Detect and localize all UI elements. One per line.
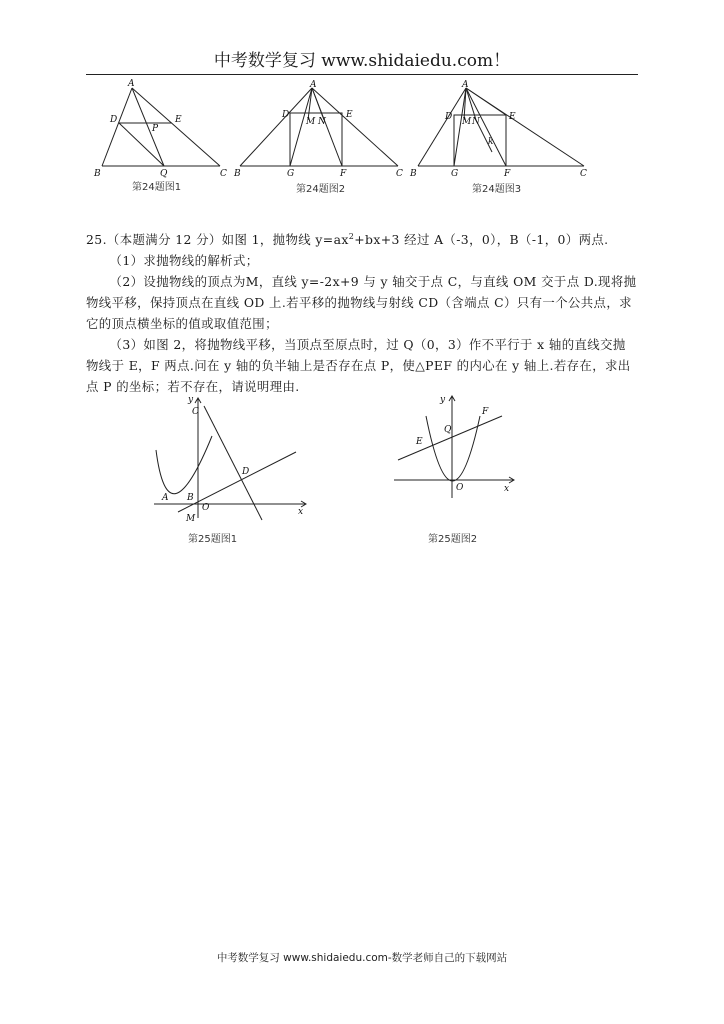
footer-text: 中考数学复习 www.shidaiedu.com-数学老师自己的下载网站 bbox=[216, 952, 508, 964]
figure-25-1-caption: 第25题图1 bbox=[188, 534, 238, 545]
page-header bbox=[86, 50, 638, 75]
problem-25-part1: （1）求抛物线的解析式； bbox=[109, 253, 259, 269]
label-b: B bbox=[410, 169, 417, 179]
figure-24-2-caption: 第24题图2 bbox=[296, 184, 346, 195]
problem-25-part3: （3）如图 2，将抛物线平移，当顶点至原点时，过 Q（0，3）作不平行于 x 轴的直线交抛物线于 E，F 两点.问在 y 轴的负半轴上是否存在点 P，使△PEF 的内心在 y 轴上.若存在，求出点 P 的坐标；若不存在，请说明理由. bbox=[86, 337, 631, 395]
label-e: E bbox=[509, 112, 516, 122]
figure-24-2 bbox=[232, 80, 406, 195]
figure-24-3-caption: 第24题图3 bbox=[472, 184, 522, 195]
label-c: C bbox=[396, 169, 403, 179]
label-m: M bbox=[186, 514, 196, 522]
figure-24-1-drawing bbox=[88, 78, 228, 180]
label-m: M bbox=[462, 117, 472, 127]
label-a: A bbox=[462, 80, 469, 90]
figure-24-2-drawing bbox=[232, 80, 406, 180]
label-e: E bbox=[346, 110, 353, 120]
label-y: y bbox=[440, 395, 446, 405]
label-b: B bbox=[94, 169, 101, 179]
label-y: y bbox=[188, 395, 194, 405]
label-d: D bbox=[445, 112, 453, 122]
label-x: x bbox=[504, 484, 510, 494]
label-m: M bbox=[306, 117, 316, 127]
figure-25-2 bbox=[390, 392, 520, 545]
figure-24-1 bbox=[88, 78, 228, 193]
figure-25-2-drawing bbox=[390, 392, 520, 502]
label-o: O bbox=[202, 503, 210, 513]
label-d: D bbox=[242, 467, 250, 477]
label-b: B bbox=[234, 169, 241, 179]
label-n: N bbox=[472, 117, 480, 127]
label-d: D bbox=[282, 110, 290, 120]
figure-25-1-drawing bbox=[150, 394, 314, 522]
problem-25-part2: （2）设抛物线的顶点为M，直线 y=-2x+9 与 y 轴交于点 C，与直线 OM 交于点 D.现将抛物线平移，保持顶点在直线 OD 上.若平移的抛物线与射线 CD（含端点 C）只有一个公共点，求它的顶点横坐标的值或取值范围； bbox=[86, 274, 637, 332]
label-q: Q bbox=[444, 425, 452, 435]
header-title: 中考数学复习 www.shidaiedu.com！ bbox=[213, 51, 511, 71]
label-k: k bbox=[488, 137, 494, 147]
label-g: G bbox=[451, 169, 459, 179]
figure-25-1 bbox=[150, 394, 314, 545]
label-c: C bbox=[192, 407, 199, 417]
problem-25-intro-a: 25.（本题满分 12 分）如图 1，抛物线 y=ax bbox=[86, 232, 349, 248]
label-f: F bbox=[340, 169, 347, 179]
label-f: F bbox=[482, 407, 489, 417]
figure-24-1-caption: 第24题图1 bbox=[132, 182, 182, 193]
label-a: A bbox=[162, 493, 169, 503]
label-o: O bbox=[456, 483, 464, 493]
label-c: C bbox=[220, 169, 227, 179]
label-g: G bbox=[287, 169, 295, 179]
figure-24-3-drawing bbox=[408, 80, 590, 180]
label-f: F bbox=[504, 169, 511, 179]
figure-24-3 bbox=[408, 80, 590, 195]
label-e: E bbox=[416, 437, 423, 447]
problem-25-intro-sup: 2 bbox=[348, 232, 355, 241]
label-e: E bbox=[175, 115, 182, 125]
label-q: Q bbox=[160, 169, 168, 179]
label-x: x bbox=[298, 507, 304, 517]
label-c: C bbox=[580, 169, 587, 179]
problem-25-intro-b: +bx+3 经过 A（-3，0），B（-1，0）两点. bbox=[354, 232, 609, 248]
problem-25 bbox=[86, 226, 638, 397]
label-a: A bbox=[310, 80, 317, 90]
label-a: A bbox=[128, 79, 135, 89]
label-b: B bbox=[187, 493, 194, 503]
problem-25-intro bbox=[86, 226, 638, 250]
page-footer bbox=[0, 950, 724, 965]
figure-25-2-caption: 第25题图2 bbox=[428, 534, 478, 545]
label-d: D bbox=[110, 115, 118, 125]
label-p: P bbox=[152, 124, 159, 134]
label-n: N bbox=[318, 117, 326, 127]
